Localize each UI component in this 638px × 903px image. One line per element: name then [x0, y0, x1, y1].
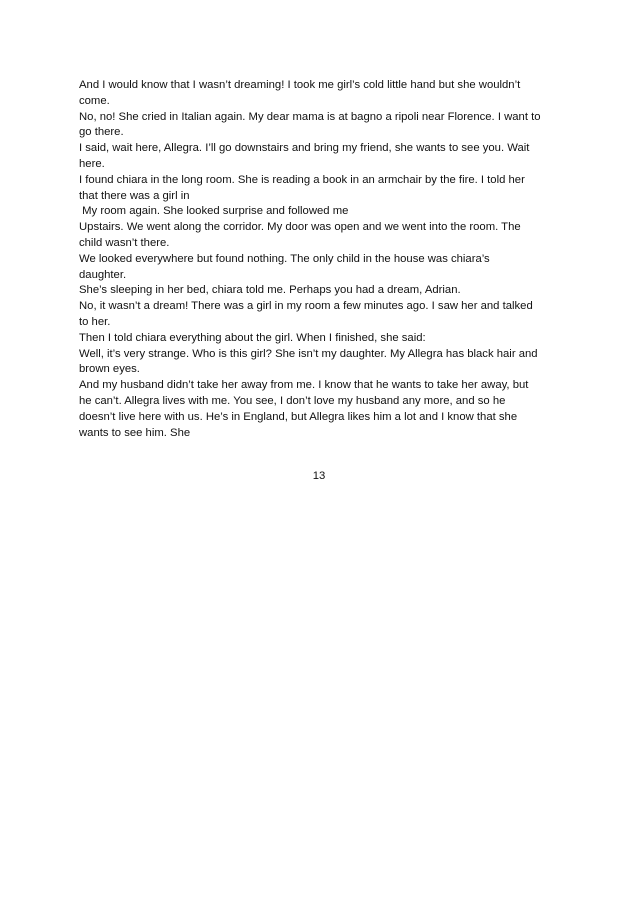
- text-line: wants to see him. She: [79, 426, 191, 439]
- text-line: here.: [79, 157, 105, 170]
- text-line: that there was a girl in: [79, 189, 190, 202]
- text-line: I said, wait here, Allegra. I’ll go downstairs and bring my friend, she wants to see you. Wait: [79, 142, 530, 155]
- text-line: And my husband didn’t take her away from me. I know that he wants to take her away, but: [79, 379, 529, 392]
- text-line: No, no! She cried in Italian again. My dear mama is at bagno a ripoli near Florence. I want to: [79, 110, 541, 123]
- body-text: [79, 78, 563, 441]
- text-line: And I would know that I wasn’t dreaming! I took me girl’s cold little hand but she wouldn’t: [79, 79, 521, 91]
- text-line: No, it wasn’t a dream! There was a girl in my room a few minutes ago. I saw her and talked: [79, 300, 533, 313]
- text-line: Upstairs. We went along the corridor. My door was open and we went into the room. The: [79, 221, 521, 234]
- page-number: 13: [312, 470, 326, 482]
- text-line: She’s sleeping in her bed, chiara told me. Perhaps you had a dream, Adrian.: [79, 284, 461, 297]
- text-line: We looked everywhere but found nothing. The only child in the house was chiara’s: [79, 252, 490, 265]
- text-line: I found chiara in the long room. She is reading a book in an armchair by the fire. I told her: [79, 173, 525, 186]
- text-line: Then I told chiara everything about the girl. When I finished, she said:: [79, 331, 426, 344]
- text-line: daughter.: [79, 268, 127, 281]
- text-line: to her.: [79, 315, 111, 328]
- text-line: brown eyes.: [79, 363, 140, 376]
- text-line: doesn’t live here with us. He’s in England, but Allegra likes him a lot and I know that she: [79, 410, 518, 423]
- text-line: he can’t. Allegra lives with me. You see, I don’t love my husband any more, and so he: [79, 394, 506, 407]
- text-line: go there.: [79, 126, 124, 139]
- text-line: child wasn’t there.: [79, 236, 170, 249]
- text-line: My room again. She looked surprise and followed me: [79, 205, 349, 218]
- text-line: come.: [79, 94, 110, 107]
- text-line: Well, it’s very strange. Who is this girl? She isn’t my daughter. My Allegra has black hair and: [79, 347, 538, 360]
